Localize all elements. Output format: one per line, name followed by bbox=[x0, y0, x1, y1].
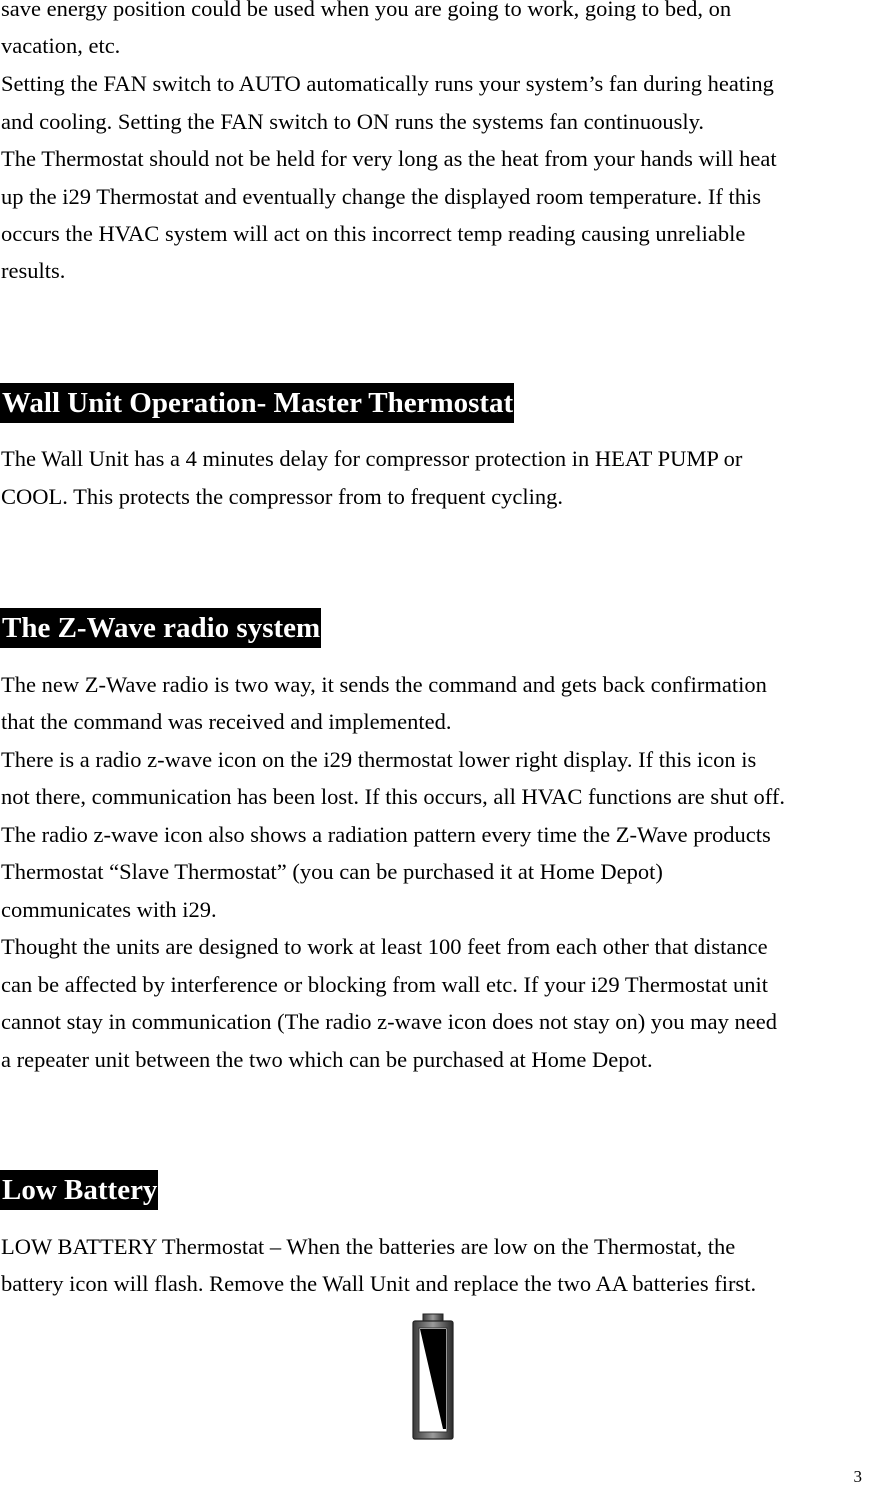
intro-line-4: and cooling. Setting the FAN switch to ON runs the systems fan continuously. bbox=[1, 109, 705, 134]
intro-line-6: up the i29 Thermostat and eventually change the displayed room temperature. If this bbox=[1, 184, 761, 209]
intro-line-8: results. bbox=[1, 258, 66, 283]
zwave-line-7: communicates with i29. bbox=[1, 897, 217, 922]
zwave-line-1: The new Z-Wave radio is two way, it sends the command and gets back confirmation bbox=[1, 672, 767, 697]
page-number: 3 bbox=[853, 1467, 862, 1486]
wall-unit-line-1: The Wall Unit has a 4 minutes delay for compressor protection in HEAT PUMP or bbox=[1, 446, 743, 471]
intro-line-7: occurs the HVAC system will act on this incorrect temp reading causing unreliable bbox=[1, 221, 746, 246]
wall-unit-line-2: COOL. This protects the compressor from to frequent cycling. bbox=[1, 484, 563, 509]
zwave-line-6: Thermostat “Slave Thermostat” (you can be purchased it at Home Depot) bbox=[1, 859, 663, 884]
intro-line-2: vacation, etc. bbox=[1, 33, 121, 58]
zwave-line-9: can be affected by interference or blocking from wall etc. If your i29 Thermostat unit bbox=[1, 972, 768, 997]
low-battery-icon bbox=[410, 1313, 456, 1441]
low-battery-heading: Low Battery bbox=[0, 1170, 158, 1210]
zwave-line-11: a repeater unit between the two which can be purchased at Home Depot. bbox=[1, 1047, 653, 1072]
zwave-line-10: cannot stay in communication (The radio z-wave icon does not stay on) you may need bbox=[1, 1009, 778, 1034]
zwave-line-2: that the command was received and implemented. bbox=[1, 709, 452, 734]
zwave-line-3: There is a radio z-wave icon on the i29 thermostat lower right display. If this icon is bbox=[1, 747, 757, 772]
low-battery-line-1: LOW BATTERY Thermostat – When the batteries are low on the Thermostat, the bbox=[1, 1234, 736, 1259]
zwave-heading: The Z-Wave radio system bbox=[0, 608, 321, 648]
intro-line-1: save energy position could be used when you are going to work, going to bed, on bbox=[1, 0, 732, 21]
wall-unit-heading: Wall Unit Operation- Master Thermostat bbox=[0, 383, 514, 423]
zwave-line-4: not there, communication has been lost. If this occurs, all HVAC functions are shut off. bbox=[1, 784, 786, 809]
zwave-line-8: Thought the units are designed to work at least 100 feet from each other that distance bbox=[1, 934, 768, 959]
low-battery-line-2: battery icon will flash. Remove the Wall Unit and replace the two AA batteries first. bbox=[1, 1271, 757, 1296]
zwave-line-5: The radio z-wave icon also shows a radiation pattern every time the Z-Wave products bbox=[1, 822, 771, 847]
intro-line-5: The Thermostat should not be held for very long as the heat from your hands will heat bbox=[1, 146, 777, 171]
intro-line-3: Setting the FAN switch to AUTO automatically runs your system’s fan during heating bbox=[1, 71, 774, 96]
